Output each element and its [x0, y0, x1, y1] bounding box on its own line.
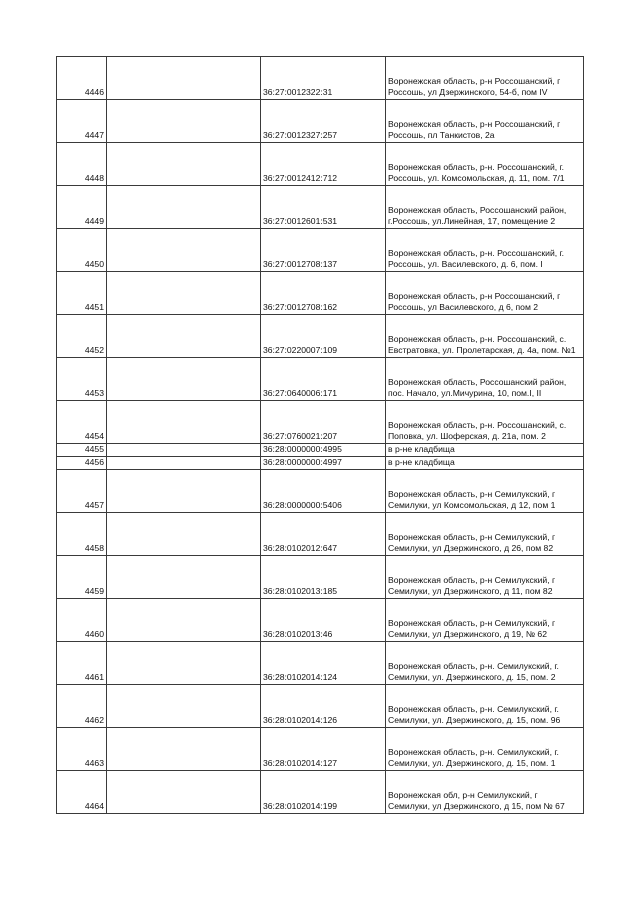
cadastral-number-cell: 36:27:0640006:171: [261, 358, 386, 401]
cadastral-number-cell: 36:27:0012601:531: [261, 186, 386, 229]
address-cell: Воронежская область, р-н. Россошанский, с. Евстратовка, ул. Пролетарская, д. 4а, пом. №1: [386, 315, 584, 358]
address-cell: Воронежская область, р-н. Семилукский, г. Семилуки, ул. Дзержинского, д. 15, пом. 1: [386, 728, 584, 771]
address-cell: Воронежская область, р-н. Россошанский, г. Россошь, ул. Василевского, д. 6, пом. I: [386, 229, 584, 272]
cadastral-number-cell: 36:28:0102014:124: [261, 642, 386, 685]
blank-cell: [107, 272, 261, 315]
cadastral-number-cell: 36:28:0000000:4997: [261, 457, 386, 470]
table-row: [57, 556, 584, 599]
address-cell: Воронежская область, р-н Семилукский, г Семилуки, ул Дзержинского, д 19, № 62: [386, 599, 584, 642]
blank-cell: [107, 100, 261, 143]
row-number-cell: 4456: [57, 457, 107, 470]
blank-cell: [107, 728, 261, 771]
row-number-cell: 4450: [57, 229, 107, 272]
table-row: [57, 186, 584, 229]
row-number-cell: 4464: [57, 771, 107, 814]
address-cell: в р-не кладбища: [386, 444, 584, 457]
blank-cell: [107, 229, 261, 272]
cadastral-number-cell: 36:28:0102013:185: [261, 556, 386, 599]
table-row: [57, 599, 584, 642]
cadastral-number-cell: 36:28:0102014:199: [261, 771, 386, 814]
address-cell: Воронежская область, р-н. Семилукский, г. Семилуки, ул. Дзержинского, д. 15, пом. 96: [386, 685, 584, 728]
cadastral-number-cell: 36:28:0000000:4995: [261, 444, 386, 457]
blank-cell: [107, 685, 261, 728]
row-number-cell: 4461: [57, 642, 107, 685]
address-cell: Воронежская область, р-н Семилукский, г Семилуки, ул Комсомольская, д 12, пом 1: [386, 470, 584, 513]
table-row: [57, 470, 584, 513]
address-cell: Воронежская область, р-н Семилукский, г Семилуки, ул Дзержинского, д 11, пом 82: [386, 556, 584, 599]
table-row: [57, 444, 584, 457]
blank-cell: [107, 599, 261, 642]
table-row: [57, 143, 584, 186]
blank-cell: [107, 457, 261, 470]
blank-cell: [107, 642, 261, 685]
blank-cell: [107, 143, 261, 186]
blank-cell: [107, 57, 261, 100]
address-cell: Воронежская область, р-н Семилукский, г Семилуки, ул Дзержинского, д 26, пом 82: [386, 513, 584, 556]
address-cell: в р-не кладбища: [386, 457, 584, 470]
table-row: [57, 642, 584, 685]
blank-cell: [107, 186, 261, 229]
cadastral-number-cell: 36:27:0012708:137: [261, 229, 386, 272]
blank-cell: [107, 315, 261, 358]
cadastral-number-cell: 36:28:0102013:46: [261, 599, 386, 642]
row-number-cell: 4460: [57, 599, 107, 642]
row-number-cell: 4446: [57, 57, 107, 100]
cadastral-number-cell: 36:27:0012322:31: [261, 57, 386, 100]
table-body: [57, 57, 584, 814]
address-cell: Воронежская область, р-н Россошанский, г Россошь, ул Василевского, д 6, пом 2: [386, 272, 584, 315]
table-row: [57, 358, 584, 401]
table-row: [57, 728, 584, 771]
row-number-cell: 4451: [57, 272, 107, 315]
row-number-cell: 4454: [57, 401, 107, 444]
address-cell: Воронежская область, р-н Россошанский, г Россошь, ул Дзержинского, 54-б, пом IV: [386, 57, 584, 100]
address-cell: Воронежская область, р-н. Россошанский, г. Россошь, ул. Комсомольская, д. 11, пом. 7/1: [386, 143, 584, 186]
cadastral-number-cell: 36:28:0102012:647: [261, 513, 386, 556]
address-cell: Воронежская обл, р-н Семилукский, г Семилуки, ул Дзержинского, д 15, пом № 67: [386, 771, 584, 814]
table-row: [57, 457, 584, 470]
blank-cell: [107, 771, 261, 814]
row-number-cell: 4455: [57, 444, 107, 457]
table-row: [57, 272, 584, 315]
address-cell: Воронежская область, р-н. Россошанский, с. Поповка, ул. Шоферская, д. 21а, пом. 2: [386, 401, 584, 444]
row-number-cell: 4452: [57, 315, 107, 358]
table-row: [57, 100, 584, 143]
property-register-table: [56, 56, 584, 814]
row-number-cell: 4447: [57, 100, 107, 143]
cadastral-number-cell: 36:28:0102014:127: [261, 728, 386, 771]
row-number-cell: 4459: [57, 556, 107, 599]
address-cell: Воронежская область, Россошанский район, г.Россошь, ул.Линейная, 17, помещение 2: [386, 186, 584, 229]
table-row: [57, 57, 584, 100]
blank-cell: [107, 470, 261, 513]
blank-cell: [107, 444, 261, 457]
cadastral-number-cell: 36:27:0012412:712: [261, 143, 386, 186]
table-row: [57, 685, 584, 728]
row-number-cell: 4458: [57, 513, 107, 556]
table-row: [57, 771, 584, 814]
address-cell: Воронежская область, р-н. Семилукский, г. Семилуки, ул. Дзержинского, д. 15, пом. 2: [386, 642, 584, 685]
cadastral-number-cell: 36:28:0000000:5406: [261, 470, 386, 513]
row-number-cell: 4463: [57, 728, 107, 771]
table-row: [57, 229, 584, 272]
cadastral-number-cell: 36:27:0012327:257: [261, 100, 386, 143]
cadastral-number-cell: 36:27:0012708:162: [261, 272, 386, 315]
row-number-cell: 4448: [57, 143, 107, 186]
cadastral-number-cell: 36:27:0220007:109: [261, 315, 386, 358]
table-row: [57, 401, 584, 444]
cadastral-number-cell: 36:28:0102014:126: [261, 685, 386, 728]
blank-cell: [107, 556, 261, 599]
address-cell: Воронежская область, Россошанский район, пос. Начало, ул.Мичурина, 10, пом.I, II: [386, 358, 584, 401]
row-number-cell: 4449: [57, 186, 107, 229]
row-number-cell: 4453: [57, 358, 107, 401]
blank-cell: [107, 358, 261, 401]
table-row: [57, 315, 584, 358]
table-row: [57, 513, 584, 556]
row-number-cell: 4462: [57, 685, 107, 728]
row-number-cell: 4457: [57, 470, 107, 513]
blank-cell: [107, 401, 261, 444]
address-cell: Воронежская область, р-н Россошанский, г Россошь, пл Танкистов, 2а: [386, 100, 584, 143]
cadastral-number-cell: 36:27:0760021:207: [261, 401, 386, 444]
blank-cell: [107, 513, 261, 556]
